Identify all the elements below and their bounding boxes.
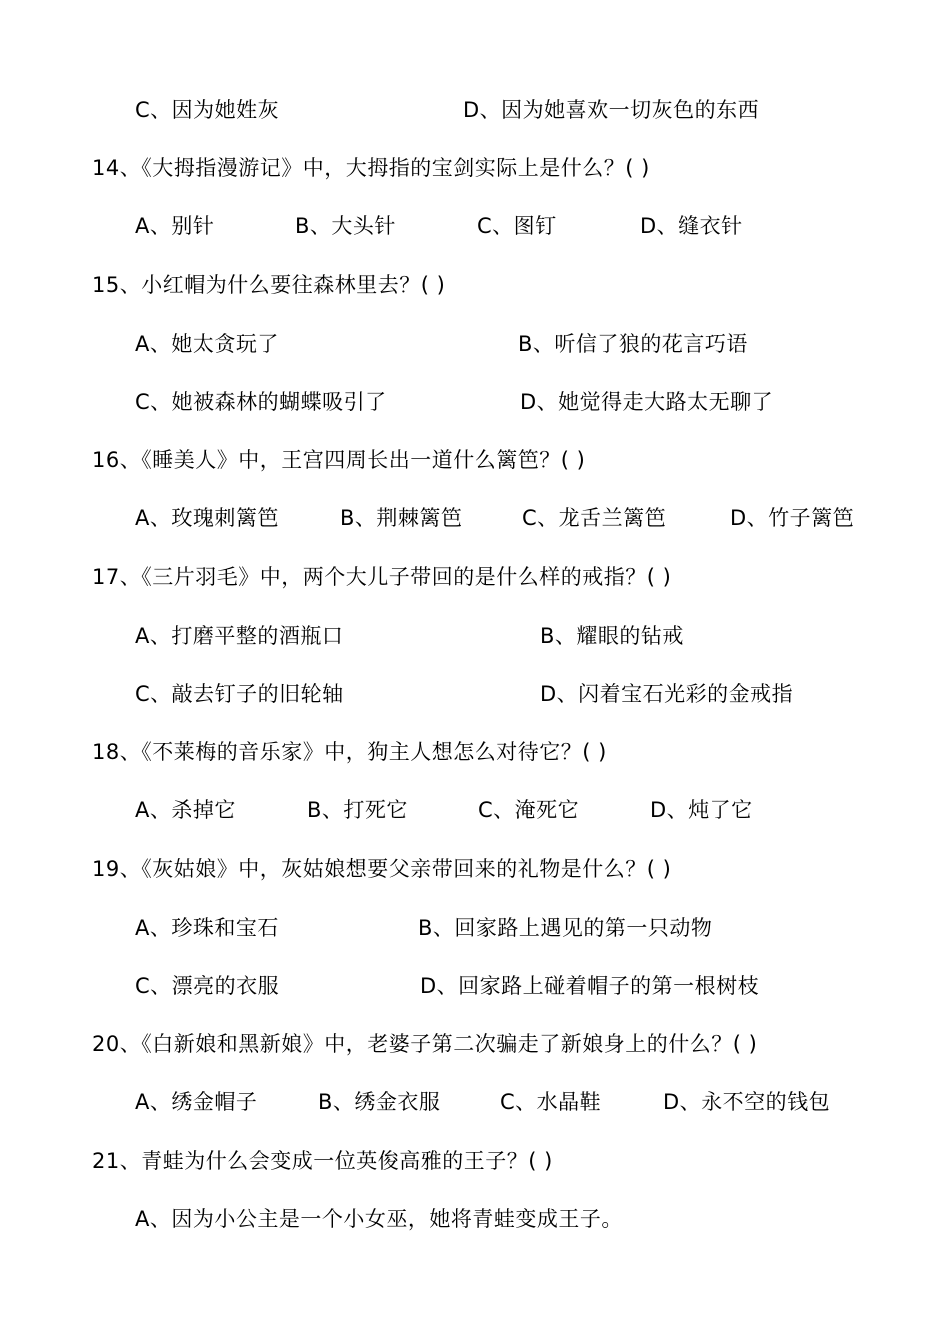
q15-question: 15、小红帽为什么要往森林里去？( ) <box>92 273 446 297</box>
q13-option-c: C、因为她姓灰 <box>135 98 280 122</box>
q18-option-c: C、淹死它 <box>478 798 580 822</box>
q17-option-d: D、闪着宝石光彩的金戒指 <box>540 682 794 706</box>
q19-option-a: A、珍珠和宝石 <box>135 916 279 940</box>
q16-option-d: D、竹子篱笆 <box>730 506 855 530</box>
q21-option-a: A、因为小公主是一个小女巫，她将青蛙变成王子。 <box>135 1207 623 1231</box>
q19-option-d: D、回家路上碰着帽子的第一根树枝 <box>420 974 760 998</box>
q15-option-d: D、她觉得走大路太无聊了 <box>520 390 774 414</box>
q17-option-c: C、敲去钉子的旧轮轴 <box>135 682 344 706</box>
q14-option-d: D、缝衣针 <box>640 214 743 238</box>
q18-option-d: D、炖了它 <box>650 798 753 822</box>
q18-option-b: B、打死它 <box>307 798 408 822</box>
q17-question: 17、《三片羽毛》中，两个大儿子带回的是什么样的戒指？( ) <box>92 565 672 589</box>
q14-question: 14、《大拇指漫游记》中，大拇指的宝剑实际上是什么？( ) <box>92 156 650 180</box>
q15-option-c: C、她被森林的蝴蝶吸引了 <box>135 390 387 414</box>
q20-question: 20、《白新娘和黑新娘》中，老婆子第二次骗走了新娘身上的什么？( ) <box>92 1032 758 1056</box>
q16-question: 16、《睡美人》中，王宫四周长出一道什么篱笆？( ) <box>92 448 586 472</box>
q19-option-c: C、漂亮的衣服 <box>135 974 280 998</box>
q16-option-c: C、龙舌兰篱笆 <box>522 506 667 530</box>
q14-option-b: B、大头针 <box>295 214 396 238</box>
q19-question: 19、《灰姑娘》中，灰姑娘想要父亲带回来的礼物是什么？( ) <box>92 857 672 881</box>
q17-option-a: A、打磨平整的酒瓶口 <box>135 624 344 648</box>
q14-option-c: C、图钉 <box>477 214 557 238</box>
q17-option-b: B、耀眼的钻戒 <box>540 624 684 648</box>
q13-option-d: D、因为她喜欢一切灰色的东西 <box>463 98 760 122</box>
q15-option-b: B、听信了狼的花言巧语 <box>518 332 748 356</box>
q15-option-a: A、她太贪玩了 <box>135 332 279 356</box>
q21-question: 21、青蛙为什么会变成一位英俊高雅的王子？( ) <box>92 1149 553 1173</box>
q16-option-a: A、玫瑰刺篱笆 <box>135 506 279 530</box>
q18-option-a: A、杀掉它 <box>135 798 236 822</box>
q20-option-b: B、绣金衣服 <box>318 1090 441 1114</box>
q20-option-a: A、绣金帽子 <box>135 1090 258 1114</box>
q14-option-a: A、别针 <box>135 214 215 238</box>
q19-option-b: B、回家路上遇见的第一只动物 <box>418 916 713 940</box>
q20-option-c: C、水晶鞋 <box>500 1090 602 1114</box>
q16-option-b: B、荆棘篱笆 <box>340 506 463 530</box>
q20-option-d: D、永不空的钱包 <box>663 1090 831 1114</box>
q18-question: 18、《不莱梅的音乐家》中，狗主人想怎么对待它？( ) <box>92 740 607 764</box>
